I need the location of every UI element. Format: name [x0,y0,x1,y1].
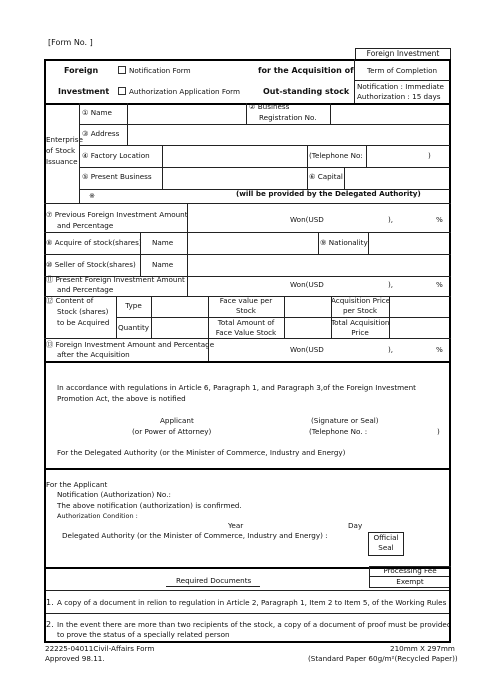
acquire-stock-label: ⑧ Acquire of stock(shares) [46,238,142,247]
face-value-field[interactable] [285,297,330,316]
capital-field[interactable] [345,168,448,187]
name-field[interactable] [128,104,245,122]
year-label: Year [228,521,244,530]
telephone-field[interactable] [367,146,425,165]
after-acq-field[interactable] [209,339,448,359]
divider [79,103,80,203]
divider [44,590,451,591]
seller-stock-label: ⑩ Seller of Stock(shares) [46,260,136,269]
present-investment-field[interactable] [188,277,448,295]
divider [44,468,451,470]
frame-left-lower [44,567,46,642]
divider [44,361,451,363]
total-acq-label-1: Total Acquisition [331,318,390,327]
nationality-label: ⑨ Nationality [320,238,368,247]
condition-label: Authorization Condition : [57,512,138,520]
delegated-authority: Delegated Authority (or the Minister of Commerce, Industry and Energy) : [62,531,328,540]
declaration-text-1: In accordance with regulations in Article 6, Paragraph 1, and Paragraph 3,of the Foreign Investment [57,383,416,392]
doc-item-2-num: 2. [46,620,54,629]
title-right-2: Out-standing stock [263,87,350,96]
percent-label: % [436,280,443,289]
content-label-3: to be Acquired [57,318,110,327]
day-label: Day [348,521,363,530]
present-business-label: ⑤ Present Business [82,172,152,181]
total-acq-field[interactable] [390,318,448,337]
address-field[interactable] [128,125,448,143]
divider [166,586,260,587]
face-value-label-2: Stock [236,306,256,315]
frame-right [449,59,451,570]
previous-investment-field[interactable] [188,204,448,230]
footer-code: 22225-04011Civil-Affairs Form [45,644,155,653]
divider [354,80,450,81]
divider [44,613,451,614]
seller-name-label: Name [152,260,174,269]
frame-bottom [44,641,451,643]
nationality-field[interactable] [369,233,448,252]
fee-label: Processing Fee [383,566,437,575]
face-value-label-1: Face value per [219,296,273,305]
official-seal-label-1: Official [373,533,399,542]
percent-label: % [436,215,443,224]
note-mark: ※ [89,191,96,200]
content-label-1: ⑫ Content of [46,296,94,305]
declaration-text-2: Promotion Act, the above is notified [57,394,186,403]
previous-investment-label-1: ⑦ Previous Foreign Investment Amount [46,210,188,219]
name-label: ① Name [82,108,112,117]
telephone-close: ) [428,151,431,160]
acq-price-label-1: Acquisition Price [331,296,391,305]
acq-price-field[interactable] [390,297,448,316]
note-text: (will be provided by the Delegated Authority) [236,189,421,198]
option-authorization-label: Authorization Application Form [129,87,240,96]
after-acq-label-2: after the Acquisition [57,350,130,359]
category-label: Foreign Investment [366,49,440,58]
power-of-attorney-label: (or Power of Attorney) [132,427,212,436]
type-field[interactable] [152,297,207,316]
type-label: Type [125,301,142,310]
acquirer-name-label: Name [152,238,174,247]
present-investment-label-1: ⑪ Present Foreign Investment Amount [46,275,185,284]
title-left-1: Foreign [64,66,99,75]
required-documents-label: Required Documents [176,576,252,585]
option-authorization[interactable] [118,87,240,96]
signature-label: (Signature or Seal) [311,416,379,425]
checkbox-icon[interactable] [118,66,126,74]
won-usd-label: Won(USD [290,280,324,289]
divider [246,103,247,124]
checkbox-icon[interactable] [118,87,126,95]
quantity-field[interactable] [152,318,207,337]
total-face-label-1: Total Amount of [217,318,275,327]
applicant-label: Applicant [160,416,194,425]
for-applicant: For the Applicant [46,480,108,489]
total-face-label-2: Face Value Stock [215,328,277,337]
title-left-2: Investment [58,87,110,96]
quantity-label: Quantity [117,323,150,332]
business-reg-label-2: Registration No. [259,113,317,122]
after-acq-label-1: ⑬ Foreign Investment Amount and Percentage [46,340,215,349]
title-right-1: for the Acquisition of [258,66,354,75]
present-investment-label-2: and Percentage [57,285,114,294]
declaration-telephone: (Telephone No. : [309,427,368,436]
close-paren: ), [388,215,394,224]
capital-label: ⑥ Capital [309,172,343,181]
doc-item-2-text-2: to prove the status of a specially related person [57,630,230,639]
divider [318,232,319,254]
term-label: Term of Completion [366,66,438,75]
footer-paper: (Standard Paper 60g/m²(Recycled Paper)) [308,654,458,663]
confirmed-text: The above notification (authorization) is confirmed. [57,501,242,510]
addressee-text: For the Delegated Authority (or the Minister of Commerce, Industry and Energy) [57,448,346,457]
doc-item-1-num: 1. [46,598,54,607]
option-notification[interactable] [118,66,191,75]
doc-item-1-text: A copy of a document in relion to regulation in Article 2, Paragraph 1, Item 2 to Item 5, of the Working Rules [57,598,447,607]
content-label-2: Stock (shares) [57,307,109,316]
total-acq-label-2: Price [351,328,369,337]
won-usd-label: Won(USD [290,215,324,224]
official-seal-label-2: Seal [378,543,394,552]
telephone-label: (Telephone No: [309,151,363,160]
enterprise-section-label: Enterprise of Stock Issuance [46,135,83,166]
present-business-field[interactable] [163,168,306,187]
business-reg-field[interactable] [331,104,448,122]
footer-approved: Approved 98.11. [45,654,105,663]
acq-price-label-2: per Stock [342,306,378,315]
frame-right-lower [449,567,451,642]
close-paren: ), [388,280,394,289]
acquirer-name-field[interactable] [188,233,317,252]
won-usd-label: Won(USD [290,345,324,354]
frame-top [44,59,451,61]
address-label: ③ Address [82,129,120,138]
footer-size: 210mm X 297mm [390,644,455,653]
doc-item-2-text-1: In the event there are more than two recipients of the stock, a copy of a document of proof must be provided [57,620,452,629]
total-face-field[interactable] [285,318,330,337]
declaration-telephone-close: ) [437,427,440,436]
option-notification-label: Notification Form [129,66,191,75]
fee-value: Exempt [396,577,424,586]
notification-no: Notification (Authorization) No.: [57,490,171,499]
factory-location-label: ④ Factory Location [82,151,150,160]
percent-label: % [436,345,443,354]
seller-name-field[interactable] [188,255,448,274]
previous-investment-label-2: and Percentage [57,221,114,230]
factory-location-field[interactable] [163,146,306,165]
term-notification: Notification : Immediate [357,82,444,91]
close-paren: ), [388,345,394,354]
term-authorization: Authorization : 15 days [357,92,441,101]
business-reg-label-1: ② Business [249,102,290,111]
form-number: [Form No. ] [48,38,93,47]
